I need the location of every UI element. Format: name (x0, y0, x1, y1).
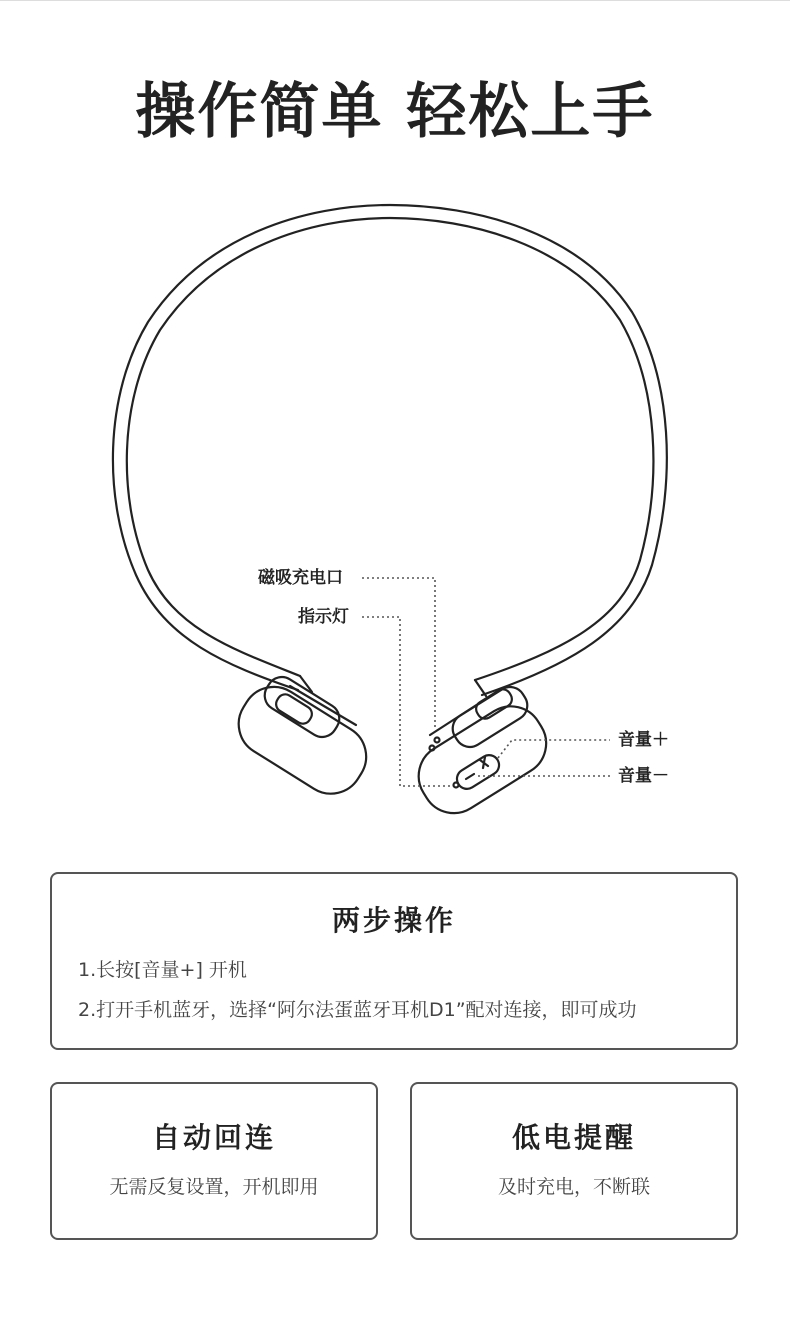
label-indicator-light: 指示灯 (298, 607, 349, 627)
right-earpiece (407, 680, 559, 825)
two-step-card (50, 872, 738, 1050)
callout-volume-up-line (498, 740, 610, 758)
indicator-dot (454, 783, 459, 788)
callout-magnetic-line (362, 578, 435, 730)
low-battery-title: 低电提醒 (511, 1121, 636, 1154)
label-volume-up: 音量＋ (618, 730, 669, 750)
step-one-text: 1.长按[音量+] 开机 (78, 959, 247, 981)
neckband-outer (127, 218, 654, 680)
auto-reconnect-desc: 无需反复设置，开机即用 (109, 1176, 319, 1198)
label-volume-down: 音量－ (618, 766, 669, 786)
two-step-title: 两步操作 (331, 904, 456, 937)
auto-reconnect-title: 自动回连 (151, 1121, 276, 1154)
left-earpiece (227, 671, 379, 805)
volume-button (453, 751, 503, 792)
step-two-text: 2.打开手机蓝牙，选择“阿尔法蛋蓝牙耳机D1”配对连接，即可成功 (78, 999, 637, 1021)
low-battery-desc: 及时充电，不断联 (497, 1176, 650, 1198)
auto-reconnect-card (50, 1082, 378, 1240)
page-title: 操作简单 轻松上手 (135, 77, 655, 147)
low-battery-card (410, 1082, 738, 1240)
label-magnetic-charging: 磁吸充电口 (258, 568, 343, 588)
callout-indicator-line (362, 617, 452, 786)
